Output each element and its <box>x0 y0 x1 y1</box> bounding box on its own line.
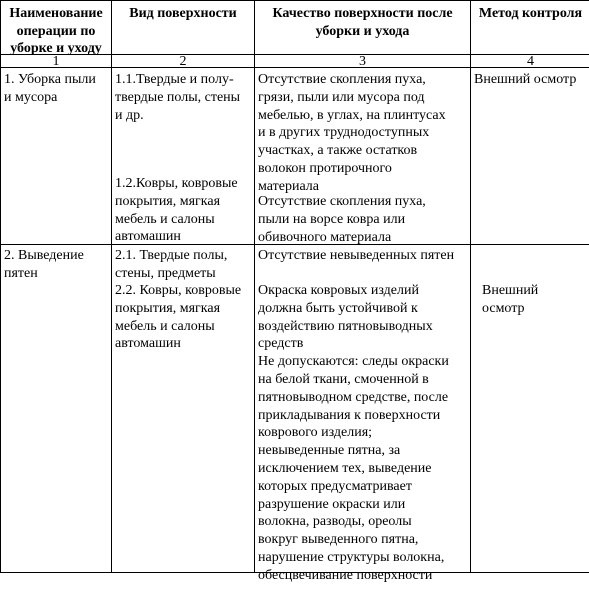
row2-surface-2: 2.2. Ковры, ковровые покрытия, мягкая мебель и салоны автомашин <box>115 283 242 352</box>
row1-surface-2: 1.2.Ковры, ковровые покрытия, мягкая мебель и салоны автомашин <box>115 176 238 245</box>
column-divider <box>470 1 471 572</box>
row2-surface-1: 2.1. Твердые полы, стены, предметы <box>115 248 228 281</box>
row2-method: Внешний осмотр <box>482 283 539 316</box>
row1-quality-1: Отсутствие скопления пуха, грязи, пыли или мусора под мебелью, в углах, на плинтусах и в других труднодоступных участках, а также остатков волокон протирочного материала <box>258 72 446 194</box>
row1-operation: 1. Уборка пыли и мусора <box>4 72 96 105</box>
header-surface: Вид поверхности <box>129 6 237 21</box>
column-divider <box>254 1 255 572</box>
row2-quality-2: Окраска ковровых изделий должна быть устойчивой к воздействию пятновыводных средств Не допускаются: следы окраски на белой ткани, смоченной в пятновыводном средстве, после прикладывания к поверхности коврового изделия; невыведенные пятна, за исключением тех, выведение которых предусматривает разрушение окраски или волокна, разводы, ореолы вокруг выведенного пятна, нарушение структуры волокна, обесцвечивание поверхности <box>258 283 449 583</box>
row2-operation: 2. Выведение пятен <box>4 248 84 281</box>
row1-quality-2: Отсутствие скопления пуха, пыли на ворсе ковра или обивочного материала <box>258 194 426 245</box>
column-number: 2 <box>179 54 187 69</box>
column-number: 1 <box>52 54 60 69</box>
row1-method: Внешний осмотр <box>474 72 577 87</box>
column-divider <box>111 1 112 572</box>
row2-quality-1: Отсутствие невыведенных пятен <box>258 248 455 263</box>
header-method: Метод контроля <box>478 6 583 21</box>
header-quality: Качество поверхности после уборки и ухода <box>272 6 453 39</box>
column-number: 4 <box>527 54 534 69</box>
column-number: 3 <box>359 54 366 69</box>
row1-surface-1: 1.1.Твердые и полу- твердые полы, стены и др. <box>115 72 241 123</box>
header-operation: Наименование операции по уборке и уходу <box>9 6 103 56</box>
